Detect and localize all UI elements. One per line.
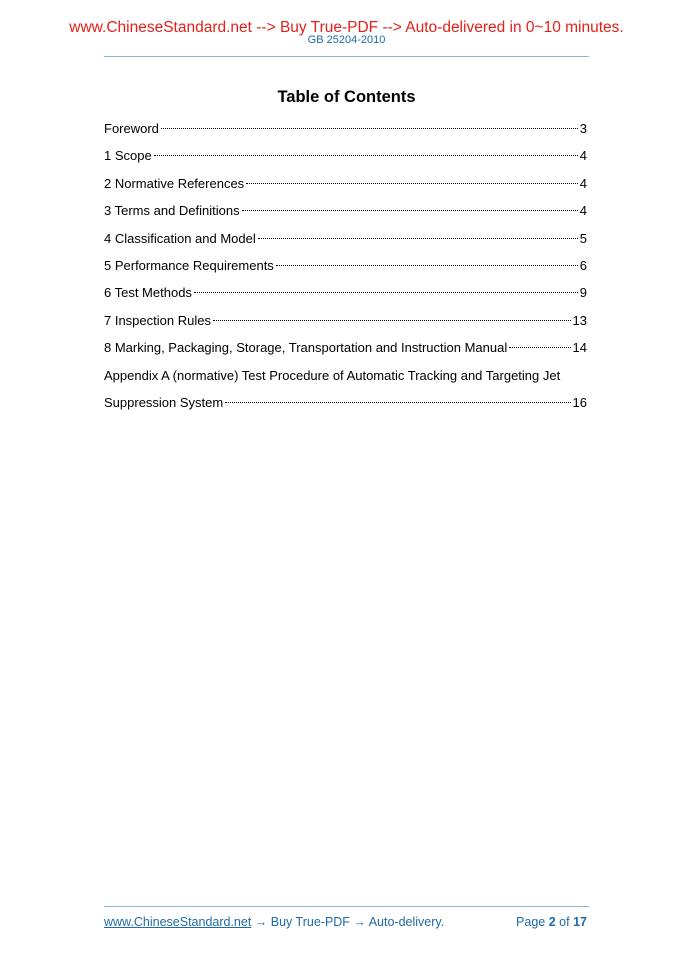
toc-entry-appendix-a-line1[interactable]: [104, 365, 587, 392]
dot-leader: [194, 292, 578, 293]
dot-leader: [258, 238, 578, 239]
toc-entry-page: 3: [579, 121, 587, 136]
toc-entry-label: 3 Terms and Definitions: [104, 203, 240, 219]
footer-tagline: → Buy True-PDF → Auto-delivery.: [251, 915, 445, 929]
header-divider: [104, 56, 589, 57]
toc-entry-classification-model[interactable]: [104, 228, 587, 255]
toc-entry-label: 1 Scope: [104, 148, 152, 164]
dot-leader: [242, 210, 578, 211]
page-total: 17: [573, 915, 587, 929]
toc-entry-test-methods[interactable]: [104, 282, 587, 309]
toc-entry-inspection-rules[interactable]: [104, 310, 587, 337]
toc-entry-performance-requirements[interactable]: [104, 255, 587, 282]
toc-entry-page: 16: [572, 394, 587, 410]
toc-entry-label: 6 Test Methods: [104, 285, 192, 301]
dot-leader: [161, 128, 578, 129]
standard-code: GB 25204-2010: [307, 34, 386, 46]
toc-entry-label: 4 Classification and Model: [104, 230, 256, 246]
toc-entry-label: 2 Normative References: [104, 175, 245, 191]
dot-leader: [509, 347, 570, 348]
toc-entry-page: 4: [579, 203, 587, 219]
toc-entry-terms-definitions[interactable]: [104, 200, 587, 227]
toc-entry-label: 5 Performance Requirements: [104, 257, 274, 273]
dot-leader: [154, 155, 578, 156]
toc-entry-page: 6: [579, 257, 587, 273]
footer-left: [104, 915, 444, 929]
toc-entry-page: 13: [572, 312, 587, 328]
toc-entry-label: 8 Marking, Packaging, Storage, Transportation and Instruction Manual: [104, 340, 508, 356]
header-banner[interactable]: www.ChineseStandard.net --> Buy True-PDF --> Auto-delivered in 0~10 minutes.: [69, 19, 624, 36]
toc-entry-normative-references[interactable]: [104, 173, 587, 200]
toc-title: Table of Contents: [277, 88, 416, 106]
dot-leader: [276, 265, 578, 266]
page-current: 2: [548, 915, 556, 929]
page-indicator: [516, 915, 587, 929]
toc-entry-page: 4: [579, 175, 587, 191]
toc-entry-label: 7 Inspection Rules: [104, 312, 211, 328]
toc-entry-label: Foreword: [104, 121, 159, 136]
toc-entry-scope[interactable]: [104, 145, 587, 172]
toc-entry-label: Suppression System: [104, 394, 224, 410]
dot-leader: [246, 183, 578, 184]
toc-entry-page: 4: [579, 148, 587, 164]
dot-leader: [213, 320, 571, 321]
toc-entry-page: 14: [572, 340, 587, 356]
toc-entry-foreword[interactable]: [104, 118, 587, 145]
dot-leader: [225, 402, 570, 403]
toc-entry-appendix-a-line2[interactable]: [104, 392, 587, 419]
toc-entry-label: Appendix A (normative) Test Procedure of Automatic Tracking and Targeting Jet: [104, 367, 561, 383]
table-of-contents: [104, 118, 587, 419]
page-of: of: [559, 915, 570, 929]
page-footer: [104, 915, 587, 929]
footer-divider: [104, 906, 589, 907]
page-word: Page: [516, 915, 546, 929]
toc-entry-marking-packaging[interactable]: [104, 337, 587, 364]
toc-entry-page: 5: [579, 230, 587, 246]
toc-entry-page: 9: [579, 285, 587, 301]
footer-site-link[interactable]: www.ChineseStandard.net: [104, 915, 252, 929]
